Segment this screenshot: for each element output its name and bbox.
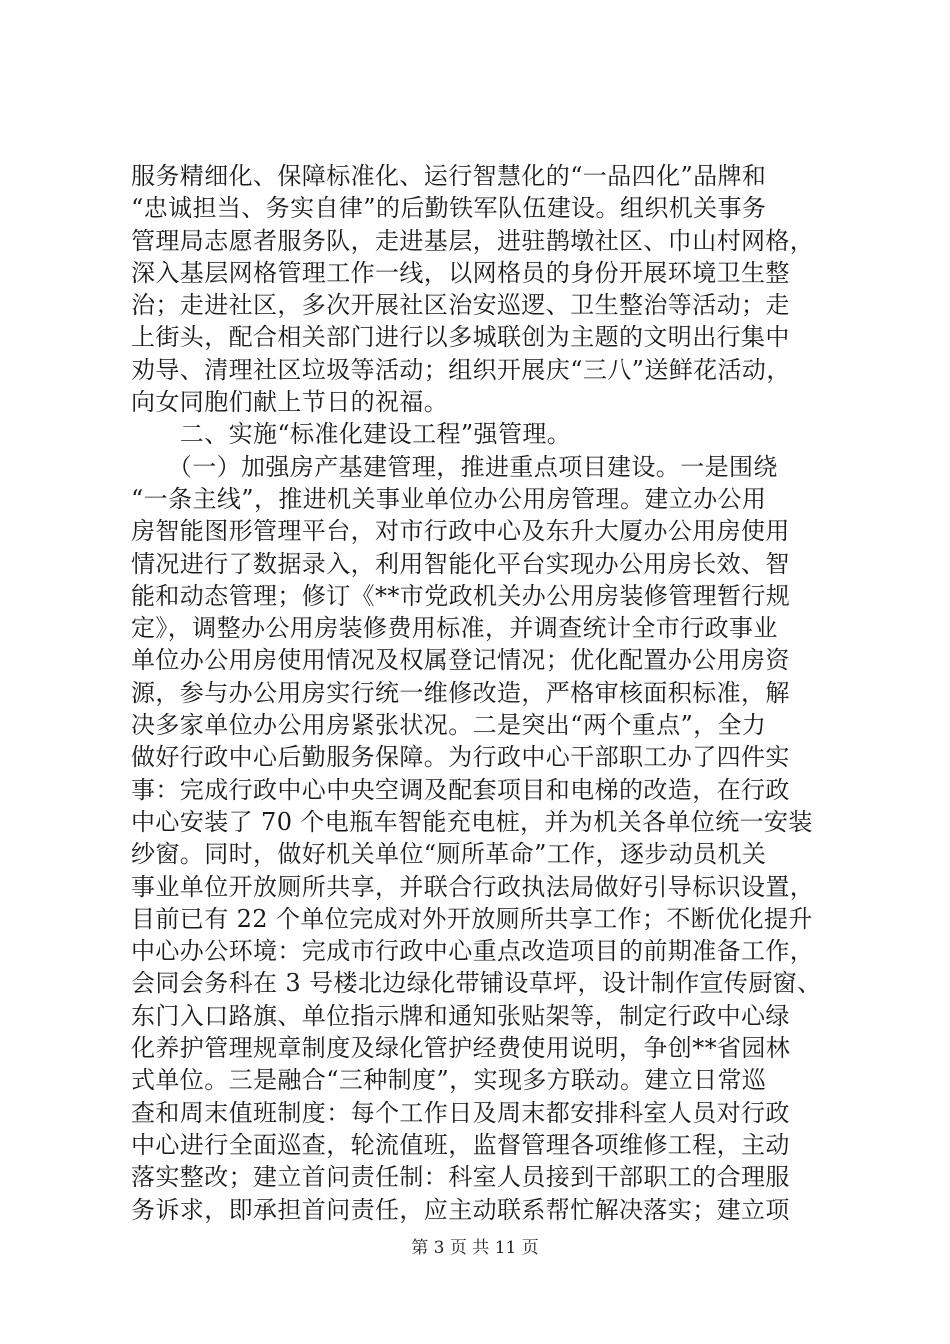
text-line: 管理局志愿者服务队，走进基层，进驻鹊墩社区、巾山村网格， <box>131 226 815 255</box>
text-line: 查和周末值班制度：每个工作日及周末都安排科室人员对行政 <box>131 1098 790 1127</box>
text-line: 事：完成行政中心中央空调及配套项目和电梯的改造，在行政 <box>131 775 790 804</box>
text-line: 单位办公用房使用情况及权属登记情况；优化配置办公用房资 <box>131 646 790 675</box>
text-line: 式单位。三是融合“三种制度”，实现多方联动。建立日常巡 <box>131 1066 767 1095</box>
text-line: 劝导、清理社区垃圾等活动；组织开展庆“三八”送鲜花活动， <box>131 355 791 384</box>
text-line: 中心进行全面巡查，轮流值班，监督管理各项维修工程，主动 <box>131 1130 790 1159</box>
section-heading: 二、实施“标准化建设工程”强管理。 <box>131 420 572 449</box>
text-line: 治；走进社区，多次开展社区治安巡逻、卫生整治等活动；走 <box>131 291 790 320</box>
text-line: 东门入口路旗、单位指示牌和通知张贴架等，制定行政中心绿 <box>131 1001 790 1030</box>
text-line: 化养护管理规章制度及绿化管护经费使用说明，争创**省园林 <box>131 1034 791 1063</box>
text-line: 情况进行了数据录入，利用智能化平台实现办公用房长效、智 <box>131 549 790 578</box>
text-line: 做好行政中心后勤服务保障。为行政中心干部职工办了四件实 <box>131 743 790 772</box>
text-line: 中心办公环境：完成市行政中心重点改造项目的前期准备工作， <box>131 937 815 966</box>
text-line: 能和动态管理；修订《**市党政机关办公用房装修管理暂行规 <box>131 581 791 610</box>
text-line: 源，参与办公用房实行统一维修改造，严格审核面积标准，解 <box>131 678 790 707</box>
text-line: 房智能图形管理平台，对市行政中心及东升大厦办公用房使用 <box>131 517 790 546</box>
text-line: 事业单位开放厕所共享，并联合行政执法局做好引导标识设置， <box>131 872 815 901</box>
text-line: 定》，调整办公用房装修费用标准，并调查统计全市行政事业 <box>131 614 778 643</box>
text-line: 目前已有 22 个单位完成对外开放厕所共享工作；不断优化提升 <box>131 904 813 933</box>
text-line: 服务精细化、保障标准化、运行智慧化的“一品四化”品牌和 <box>131 162 767 190</box>
page-number-footer: 第 3 页 共 11 页 <box>411 1238 539 1258</box>
text-line: 纱窗。同时，做好机关单位“厕所革命”工作，逐步动员机关 <box>131 840 767 869</box>
text-line: “忠诚担当、务实自律”的后勤铁军队伍建设。组织机关事务 <box>131 194 767 223</box>
body-text <box>131 160 831 1226</box>
text-line: “一条主线”，推进机关事业单位办公用房管理。建立办公用 <box>131 484 767 513</box>
text-line: 务诉求，即承担首问责任，应主动联系帮忙解决落实；建立项 <box>131 1195 790 1224</box>
text-line: 决多家单位办公用房紧张状况。二是突出“两个重点”，全力 <box>131 711 767 740</box>
text-line: 深入基层网格管理工作一线，以网格员的身份开展环境卫生整 <box>131 258 790 287</box>
text-line: 向女同胞们献上节日的祝福。 <box>131 388 449 417</box>
text-line: 会同会务科在 3 号楼北边绿化带铺设草坪，设计制作宣传厨窗、 <box>131 969 822 998</box>
text-line: 上街头，配合相关部门进行以多城联创为主题的文明出行集中 <box>131 323 790 352</box>
text-line: 落实整改；建立首问责任制：科室人员接到干部职工的合理服 <box>131 1163 790 1192</box>
text-line: （一）加强房产基建管理，推进重点项目建设。一是围绕 <box>131 452 778 481</box>
text-line: 中心安装了 70 个电瓶车智能充电桩，并为机关各单位统一安装 <box>131 807 813 836</box>
